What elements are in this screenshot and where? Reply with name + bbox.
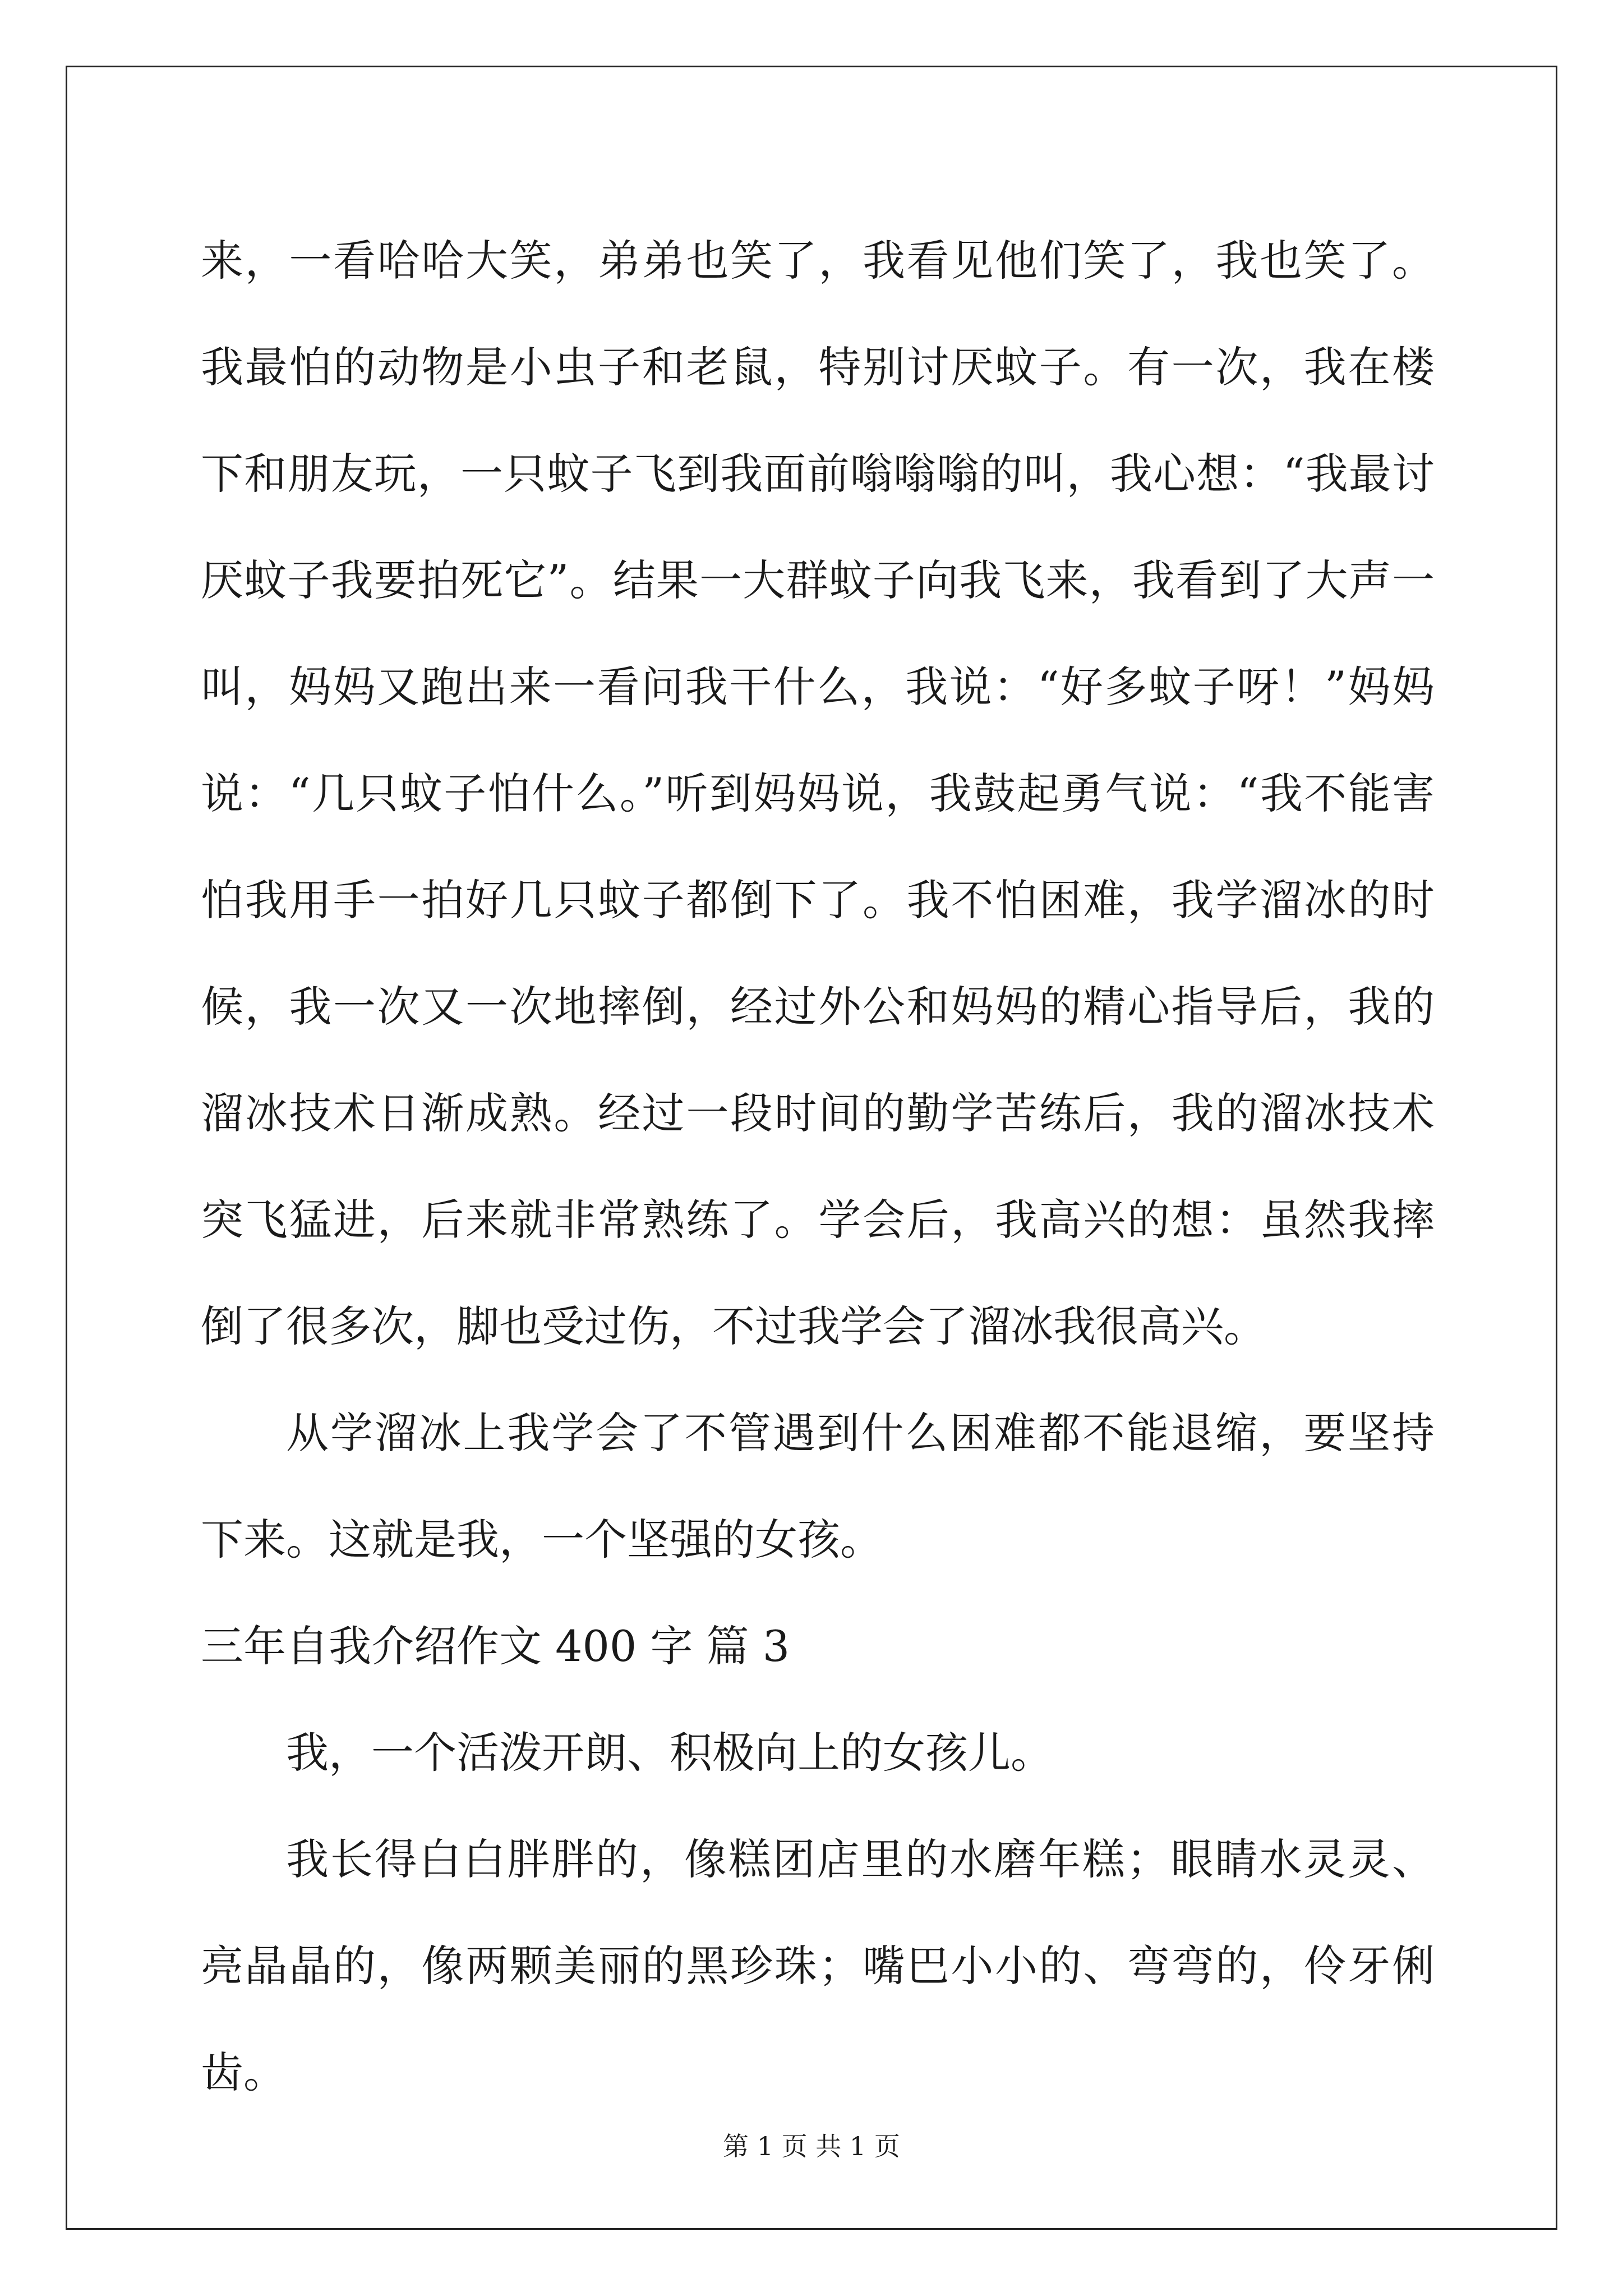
document-body: [201, 208, 1435, 2126]
paragraph: 我，一个活泼开朗、积极向上的女孩儿。: [286, 1728, 1053, 1778]
paragraph: 来，一看哈哈大笑，弟弟也笑了，我看见他们笑了，我也笑了。我最怕的动物是小虫子和老鼠，特别讨厌蚊子。有一次，我在楼下和朋友玩，一只蚊子飞到我面前嗡嗡嗡的叫，我心想：“我最讨厌蚊子我要拍死它”。结果一大群蚊子向我飞来，我看到了大声一叫，妈妈又跑出来一看问我干什么，我说：“好多蚊子呀！”妈妈说：“几只蚊子怕什么。”听到妈妈说，我鼓起勇气说：“我不能害怕我用手一拍好几只蚊子都倒下了。我不怕困难，我学溜冰的时候，我一次又一次地摔倒，经过外公和妈妈的精心指导后，我的溜冰技术日渐成熟。经过一段时间的勤学苦练后，我的溜冰技术突飞猛进，后来就非常熟练了。学会后，我高兴的想：虽然我摔倒了很多次，脚也受过伤，不过我学会了溜冰我很高兴。: [201, 236, 1435, 1351]
paragraph: 我长得白白胖胖的，像糕团店里的水磨年糕；眼睛水灵灵、亮晶晶的，像两颗美丽的黑珍珠；嘴巴小小的、弯弯的，伶牙俐齿。: [201, 1834, 1435, 2097]
page-footer: 第 1 页 共 1 页: [723, 2131, 900, 2161]
paragraph: 从学溜冰上我学会了不管遇到什么困难都不能退缩，要坚持下来。这就是我，一个坚强的女孩。: [201, 1408, 1435, 1565]
section-heading: 三年自我介绍作文 400 字 篇 3: [201, 1621, 790, 1671]
